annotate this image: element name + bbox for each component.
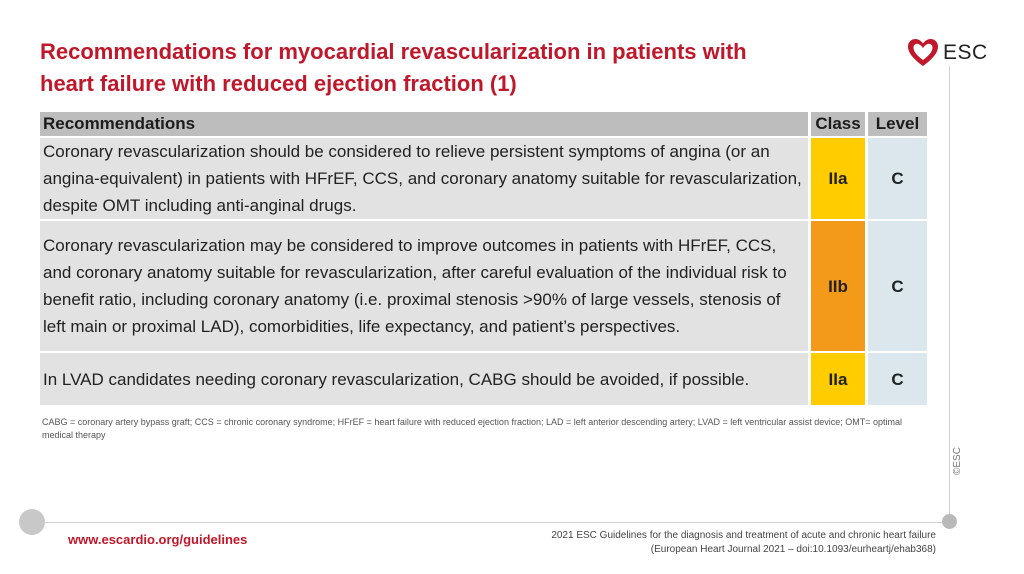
class-badge: IIa: [808, 353, 865, 405]
right-divider: [949, 66, 950, 522]
level-badge: C: [865, 138, 927, 219]
decorative-dot-right: [942, 514, 957, 529]
abbreviations-footnote: CABG = coronary artery bypass graft; CCS = chronic coronary syndrome; HFrEF = heart failure with reduced ejection fraction; LAD = left anterior descending artery; LVAD = left ventricular assist device; OMT= optimal medical therapy: [42, 417, 903, 440]
header-class: Class: [808, 112, 865, 136]
level-badge: C: [865, 221, 927, 351]
citation-line-2: (European Heart Journal 2021 – doi:10.1093/eurheartj/ehab368): [650, 544, 936, 555]
heart-icon: [906, 36, 940, 70]
logo-text: ESC: [943, 41, 988, 64]
table-row: [40, 221, 927, 351]
recommendation-text: Coronary revascularization may be considered to improve outcomes in patients with HFrEF, CCS, and coronary anatomy suitable for revascularization, after careful evaluation of the individual risk to benefit ratio, including coronary anatomy (i.e. proximal stenosis >90% of large vessels, stenosis of left main or proximal LAD), comorbidities, life expectancy, and patient’s perspectives.: [40, 221, 808, 351]
esc-logo: [906, 36, 996, 70]
recommendation-text: Coronary revascularization should be considered to relieve persistent symptoms of angina (or an angina-equivalent) in patients with HFrEF, CCS, and coronary anatomy suitable for revascularization, despite OMT including anti-anginal drugs.: [40, 138, 808, 219]
citation: [551, 529, 936, 557]
slide-title: [40, 36, 860, 100]
citation-line-1: 2021 ESC Guidelines for the diagnosis and treatment of acute and chronic heart failure: [551, 530, 936, 541]
header-recommendations: Recommendations: [40, 112, 808, 136]
guidelines-link[interactable]: www.escardio.org/guidelines: [68, 532, 248, 547]
decorative-dot-left: [19, 509, 45, 535]
recommendation-text: In LVAD candidates needing coronary revascularization, CABG should be avoided, if possible.: [40, 353, 808, 405]
recommendations-table: [40, 110, 927, 407]
footer-divider: [32, 522, 950, 523]
class-badge: IIb: [808, 221, 865, 351]
title-line-2: heart failure with reduced ejection fraction (1): [40, 71, 517, 96]
header-level: Level: [865, 112, 927, 136]
table-header-row: [40, 112, 927, 136]
copyright-mark: ©ESC: [952, 447, 963, 475]
table-row: [40, 138, 927, 219]
table-row: [40, 353, 927, 405]
level-badge: C: [865, 353, 927, 405]
title-line-1: Recommendations for myocardial revascularization in patients with: [40, 39, 747, 64]
class-badge: IIa: [808, 138, 865, 219]
